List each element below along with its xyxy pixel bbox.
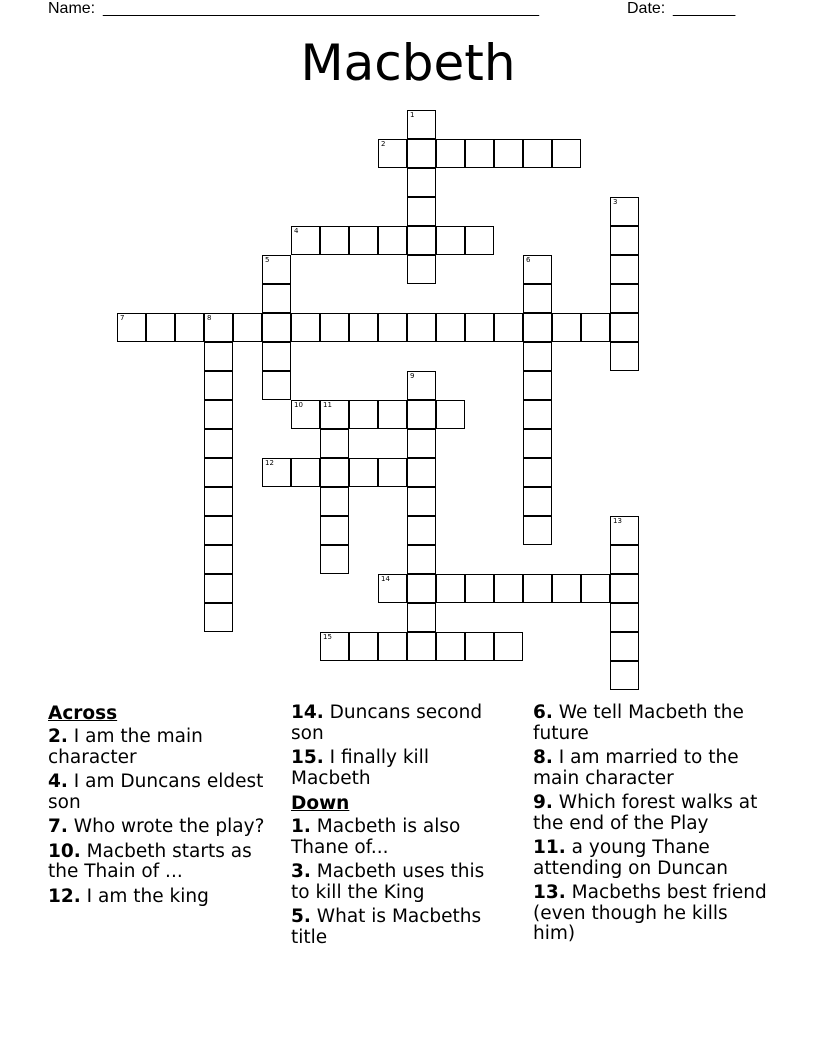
grid-cell[interactable] bbox=[436, 313, 465, 342]
grid-cell[interactable] bbox=[610, 255, 639, 284]
grid-cell[interactable] bbox=[204, 487, 233, 516]
grid-cell[interactable] bbox=[291, 458, 320, 487]
grid-cell[interactable] bbox=[610, 545, 639, 574]
grid-cell[interactable] bbox=[552, 313, 581, 342]
grid-cell[interactable] bbox=[610, 342, 639, 371]
clue-down-11: 11. a young Thane attending on Duncan bbox=[533, 837, 729, 879]
grid-cell[interactable] bbox=[465, 313, 494, 342]
grid-cell[interactable] bbox=[494, 632, 523, 661]
grid-cell[interactable] bbox=[523, 139, 552, 168]
grid-cell[interactable] bbox=[407, 226, 436, 255]
grid-cell[interactable] bbox=[465, 632, 494, 661]
clue-down-3: 3. Macbeth uses this to kill the King bbox=[291, 861, 485, 903]
cell-number: 5 bbox=[265, 256, 270, 264]
puzzle-title: Macbeth bbox=[300, 34, 516, 92]
grid-cell[interactable] bbox=[407, 255, 436, 284]
clue-across-15: 15. I finally kill Macbeth bbox=[291, 747, 429, 789]
grid-cell[interactable] bbox=[494, 139, 523, 168]
cell-number: 15 bbox=[323, 633, 332, 641]
grid-cell[interactable] bbox=[436, 632, 465, 661]
grid-cell[interactable] bbox=[610, 197, 639, 226]
grid-cell[interactable] bbox=[204, 603, 233, 632]
grid-cell[interactable] bbox=[552, 139, 581, 168]
grid-cell[interactable] bbox=[610, 632, 639, 661]
grid-cell[interactable] bbox=[407, 110, 436, 139]
grid-cell[interactable] bbox=[378, 400, 407, 429]
grid-cell[interactable] bbox=[523, 371, 552, 400]
clue-across-14: 14. Duncans second son bbox=[291, 702, 483, 744]
clue-across-4: 4. I am Duncans eldest son bbox=[48, 771, 264, 813]
down-heading: Down bbox=[291, 793, 350, 814]
cell-number: 8 bbox=[207, 314, 212, 322]
grid-cell[interactable] bbox=[407, 516, 436, 545]
grid-cell[interactable] bbox=[610, 603, 639, 632]
grid-cell[interactable] bbox=[407, 197, 436, 226]
grid-cell[interactable] bbox=[610, 661, 639, 690]
clues-column-1 bbox=[48, 703, 273, 911]
cell-number: 9 bbox=[410, 372, 415, 380]
grid-cell[interactable] bbox=[378, 139, 407, 168]
grid-cell[interactable] bbox=[204, 429, 233, 458]
grid-cell[interactable] bbox=[436, 139, 465, 168]
grid-cell[interactable] bbox=[320, 313, 349, 342]
grid-cell[interactable] bbox=[204, 516, 233, 545]
grid-cell[interactable] bbox=[407, 487, 436, 516]
grid-cell[interactable] bbox=[349, 458, 378, 487]
clue-across-7: 7. Who wrote the play? bbox=[48, 816, 265, 837]
grid-cell[interactable] bbox=[610, 226, 639, 255]
grid-cell[interactable] bbox=[407, 632, 436, 661]
clue-down-8: 8. I am married to the main character bbox=[533, 747, 739, 789]
cell-number: 6 bbox=[526, 256, 531, 264]
grid-cell[interactable] bbox=[204, 458, 233, 487]
grid-cell[interactable] bbox=[320, 458, 349, 487]
grid-cell[interactable] bbox=[378, 632, 407, 661]
grid-cell[interactable] bbox=[117, 313, 146, 342]
grid-cell[interactable] bbox=[523, 255, 552, 284]
grid-cell[interactable] bbox=[407, 429, 436, 458]
grid-cell[interactable] bbox=[320, 487, 349, 516]
grid-cell[interactable] bbox=[320, 400, 349, 429]
cell-number: 4 bbox=[294, 227, 299, 235]
grid-cell[interactable] bbox=[465, 574, 494, 603]
clues-column-2 bbox=[291, 703, 506, 952]
grid-cell[interactable] bbox=[436, 574, 465, 603]
grid-cell[interactable] bbox=[407, 603, 436, 632]
grid-cell[interactable] bbox=[204, 313, 233, 342]
cell-number: 11 bbox=[323, 401, 332, 409]
cell-number: 3 bbox=[613, 198, 618, 206]
date-line[interactable]: _______ bbox=[673, 0, 736, 17]
grid-cell[interactable] bbox=[262, 371, 291, 400]
grid-cell[interactable] bbox=[320, 429, 349, 458]
grid-cell[interactable] bbox=[407, 458, 436, 487]
grid-cell[interactable] bbox=[407, 139, 436, 168]
grid-cell[interactable] bbox=[320, 545, 349, 574]
name-label: Name: bbox=[48, 0, 96, 17]
grid-cell[interactable] bbox=[407, 168, 436, 197]
cell-number: 2 bbox=[381, 140, 386, 148]
clue-down-1: 1. Macbeth is also Thane of... bbox=[291, 816, 461, 858]
clue-down-13: 13. Macbeths best friend (even though he kills him) bbox=[533, 882, 767, 944]
grid-cell[interactable] bbox=[204, 342, 233, 371]
clue-down-5: 5. What is Macbeths title bbox=[291, 906, 482, 948]
grid-cell[interactable] bbox=[378, 458, 407, 487]
grid-cell[interactable] bbox=[523, 516, 552, 545]
grid-cell[interactable] bbox=[407, 313, 436, 342]
grid-cell[interactable] bbox=[262, 284, 291, 313]
grid-cell[interactable] bbox=[262, 342, 291, 371]
grid-cell[interactable] bbox=[378, 226, 407, 255]
grid-cell[interactable] bbox=[291, 226, 320, 255]
grid-cell[interactable] bbox=[146, 313, 175, 342]
cell-number: 1 bbox=[410, 111, 415, 119]
cell-number: 10 bbox=[294, 401, 303, 409]
grid-cell[interactable] bbox=[523, 458, 552, 487]
grid-cell[interactable] bbox=[581, 574, 610, 603]
clue-across-12: 12. I am the king bbox=[48, 885, 209, 907]
grid-cell[interactable] bbox=[552, 574, 581, 603]
grid-cell[interactable] bbox=[262, 313, 291, 342]
grid-cell[interactable] bbox=[436, 226, 465, 255]
cell-number: 14 bbox=[381, 575, 390, 583]
grid-cell[interactable] bbox=[204, 545, 233, 574]
grid-cell[interactable] bbox=[378, 574, 407, 603]
cell-number: 7 bbox=[120, 314, 125, 322]
grid-cell[interactable] bbox=[291, 313, 320, 342]
grid-cell[interactable] bbox=[494, 313, 523, 342]
grid-cell[interactable] bbox=[581, 313, 610, 342]
cell-number: 12 bbox=[265, 459, 274, 467]
grid-cell[interactable] bbox=[204, 574, 233, 603]
grid-cell[interactable] bbox=[610, 284, 639, 313]
grid-cell[interactable] bbox=[320, 632, 349, 661]
grid-cell[interactable] bbox=[349, 313, 378, 342]
date-label: Date: bbox=[627, 0, 666, 17]
grid-cell[interactable] bbox=[610, 574, 639, 603]
grid-cell[interactable] bbox=[378, 313, 407, 342]
grid-cell[interactable] bbox=[349, 632, 378, 661]
grid-cell[interactable] bbox=[204, 400, 233, 429]
clues-column-3 bbox=[533, 703, 773, 949]
grid-cell[interactable] bbox=[407, 545, 436, 574]
grid-cell[interactable] bbox=[349, 226, 378, 255]
grid-cell[interactable] bbox=[262, 458, 291, 487]
grid-cell[interactable] bbox=[407, 371, 436, 400]
grid-cell[interactable] bbox=[262, 255, 291, 284]
grid-cell[interactable] bbox=[523, 313, 552, 342]
grid-cell[interactable] bbox=[407, 400, 436, 429]
cell-number: 13 bbox=[613, 517, 622, 525]
grid-cell[interactable] bbox=[523, 342, 552, 371]
grid-cell[interactable] bbox=[465, 139, 494, 168]
grid-cell[interactable] bbox=[175, 313, 204, 342]
clue-down-9: 9. Which forest walks at the end of the Play bbox=[533, 792, 758, 834]
grid-cell[interactable] bbox=[523, 574, 552, 603]
name-line[interactable]: _________________________________________________ bbox=[103, 0, 540, 17]
grid-cell[interactable] bbox=[407, 574, 436, 603]
grid-cell[interactable] bbox=[320, 516, 349, 545]
clue-across-10: 10. Macbeth starts as the Thain of ... bbox=[48, 840, 252, 882]
grid-cell[interactable] bbox=[610, 516, 639, 545]
grid-cell[interactable] bbox=[291, 400, 320, 429]
grid-cell[interactable] bbox=[523, 400, 552, 429]
grid-cell[interactable] bbox=[523, 284, 552, 313]
grid-cell[interactable] bbox=[320, 226, 349, 255]
grid-cell[interactable] bbox=[349, 400, 378, 429]
grid-cell[interactable] bbox=[233, 313, 262, 342]
grid-cell[interactable] bbox=[610, 313, 639, 342]
grid-cell[interactable] bbox=[465, 226, 494, 255]
grid-cell[interactable] bbox=[523, 487, 552, 516]
grid-cell[interactable] bbox=[436, 400, 465, 429]
clue-down-6: 6. We tell Macbeth the future bbox=[533, 702, 744, 744]
grid-cell[interactable] bbox=[494, 574, 523, 603]
across-heading: Across bbox=[48, 703, 118, 724]
grid-cell[interactable] bbox=[204, 371, 233, 400]
grid-cell[interactable] bbox=[523, 429, 552, 458]
clue-across-2: 2. I am the main character bbox=[48, 726, 203, 768]
